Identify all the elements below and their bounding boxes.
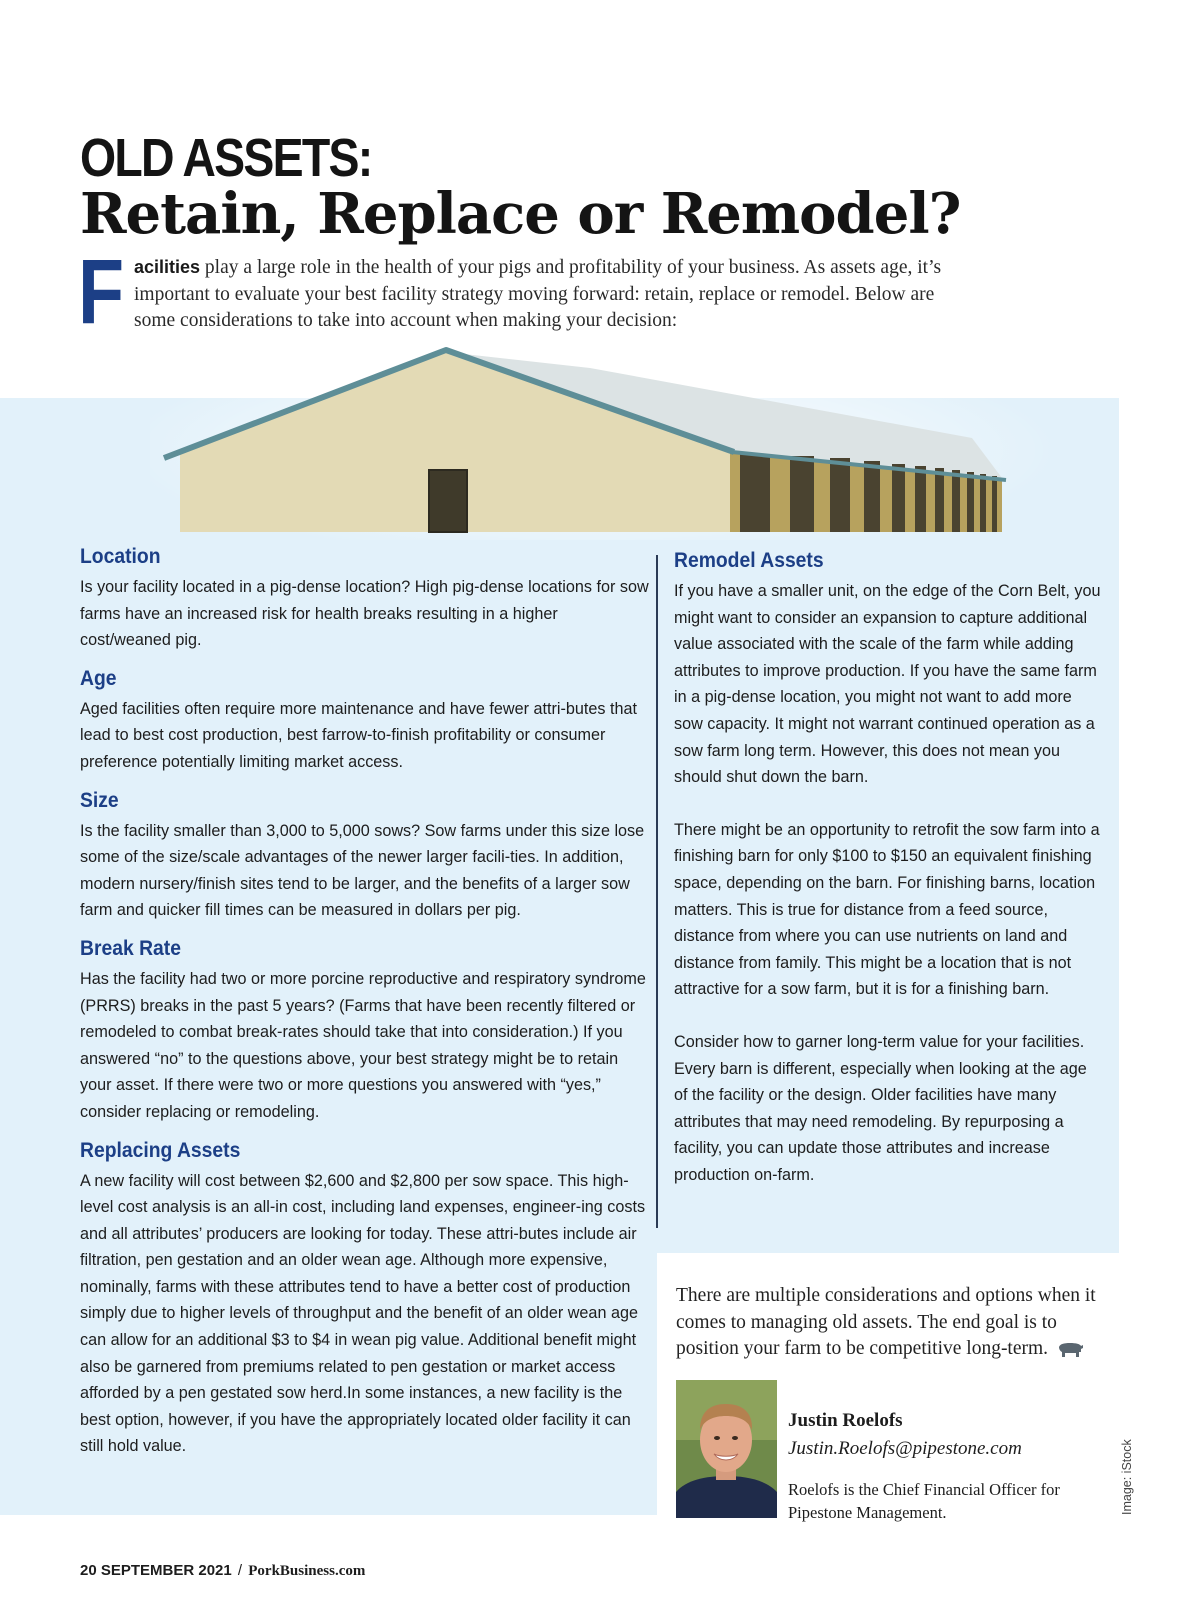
- section-heading: Break Rate: [80, 936, 181, 960]
- section-heading: Size: [80, 788, 119, 812]
- remodel-paragraph: Consider how to garner long-term value for your facilities. Every barn is different, especially when looking at the age of the facility or the design. Older facilities have many attributes that may need remodeling. By repurposing a facility, you can update those attributes and increase production on-farm.: [674, 1032, 1087, 1184]
- column-divider: [656, 555, 658, 1228]
- section-text: Has the facility had two or more porcine reproductive and respiratory syndrome (PRRS) breaks in the past 5 years? (Farms that have been recently filtered or remodeled to combat break-rates should take that into consideration.) If you answered “no” to the questions above, your best strategy might be to retain your asset. If there were two or more questions you answered with “yes,” consider replacing or remodeling.: [80, 969, 646, 1121]
- image-credit: Image: iStock: [1120, 1439, 1134, 1515]
- author-email[interactable]: Justin.Roelofs@pipestone.com: [788, 1438, 1022, 1459]
- barn-door: [429, 470, 467, 532]
- section-break-rate: [80, 936, 650, 1126]
- section-heading: Replacing Assets: [80, 1138, 241, 1162]
- section-heading: Location: [80, 545, 161, 568]
- footer-site[interactable]: PorkBusiness.com: [248, 1563, 366, 1579]
- intro-lead: acilities: [134, 257, 201, 277]
- section-size: [80, 788, 650, 924]
- section-location: [80, 544, 650, 654]
- section-heading: Age: [80, 666, 117, 690]
- section-heading-remodel: Remodel Assets: [674, 549, 824, 572]
- author-photo: [676, 1380, 777, 1518]
- section-age: [80, 666, 650, 776]
- footer-separator: /: [237, 1562, 243, 1579]
- right-column: [674, 548, 1104, 1214]
- section-replacing-assets: [80, 1138, 650, 1461]
- author-name: Justin Roelofs: [788, 1410, 903, 1431]
- intro-paragraph: [134, 254, 954, 335]
- section-text: Is your facility located in a pig-dense location? High pig-dense locations for sow farms have an increased risk for health breaks resulting in a higher cost/weaned pig.: [80, 578, 649, 650]
- section-text: Is the facility smaller than 3,000 to 5,000 sows? Sow farms under this size lose some of the size/scale advantages of the newer larger facili-ties. In addition, modern nursery/finish sites tend to be larger, and the benefits of a larger sow farm and quicker fill times can be measured in dollars per pig.: [80, 821, 645, 920]
- headline-kicker: OLD ASSETS:: [80, 128, 372, 188]
- barn-illustration: [150, 340, 1050, 540]
- author-bio: Roelofs is the Chief Financial Officer for Pipestone Management.: [788, 1480, 1060, 1522]
- conclusion-paragraph: [676, 1283, 1116, 1363]
- pig-icon: [1056, 1342, 1084, 1358]
- headline: Retain, Replace or Remodel?: [80, 181, 961, 247]
- intro-text: play a large role in the health of your pigs and profitability of your business. As assets age, it’s important to evaluate your best facility strategy moving forward: retain, replace or remodel. Below are some considerations to take into account when making your decision:: [134, 257, 942, 331]
- left-column: [80, 544, 650, 1472]
- section-text: Aged facilities often require more maintenance and have fewer attri-butes that lead to best cost production, best farrow-to-finish profitability or consumer preference potentially limiting market access.: [80, 699, 637, 771]
- footer-folio: 20 SEPTEMBER 2021: [80, 1562, 232, 1579]
- drop-cap: F: [78, 241, 125, 343]
- remodel-paragraph: There might be an opportunity to retrofit the sow farm into a finishing barn for only $100 to $150 an equivalent finishing space, depending on the barn. For finishing barns, location matters. This is true for distance from a feed source, distance from where you can use nutrients on land and distance from family. This might be a location that is not attractive for a sow farm, but it is for a finishing barn.: [674, 820, 1100, 999]
- section-text: A new facility will cost between $2,600 and $2,800 per sow space. This high-level cost analysis is an all-in cost, including land expenses, engineer-ing costs and all attributes’ producers are looking for today. These attri-butes include air filtration, pen gestation and an older wean age. Although more expensive, nominally, farms with these attributes tend to have a better cost of production simply due to higher levels of throughput and the benefit of an older wean age can allow for an additional $3 to $4 in wean pig value. Additional benefit might also be garnered from premiums related to pen gestation or market access afforded by a pen gestated sow herd.In some instances, a new facility is the best option, however, if you have the appropriately located older facility it can still hold value.: [80, 1171, 646, 1456]
- remodel-paragraph: If you have a smaller unit, on the edge of the Corn Belt, you might want to consider an expansion to capture additional value associated with the scale of the farm while adding attributes to improve production. If you have the same farm in a pig-dense location, you might not want to add more sow capacity. It might not warrant continued operation as a sow farm long term. However, this does not mean you should shut down the barn.: [674, 582, 1101, 787]
- page-footer: [80, 1562, 365, 1580]
- conclusion-text: There are multiple considerations and options when it comes to managing old assets. The end goal is to position your farm to be competitive long-term.: [676, 1285, 1096, 1359]
